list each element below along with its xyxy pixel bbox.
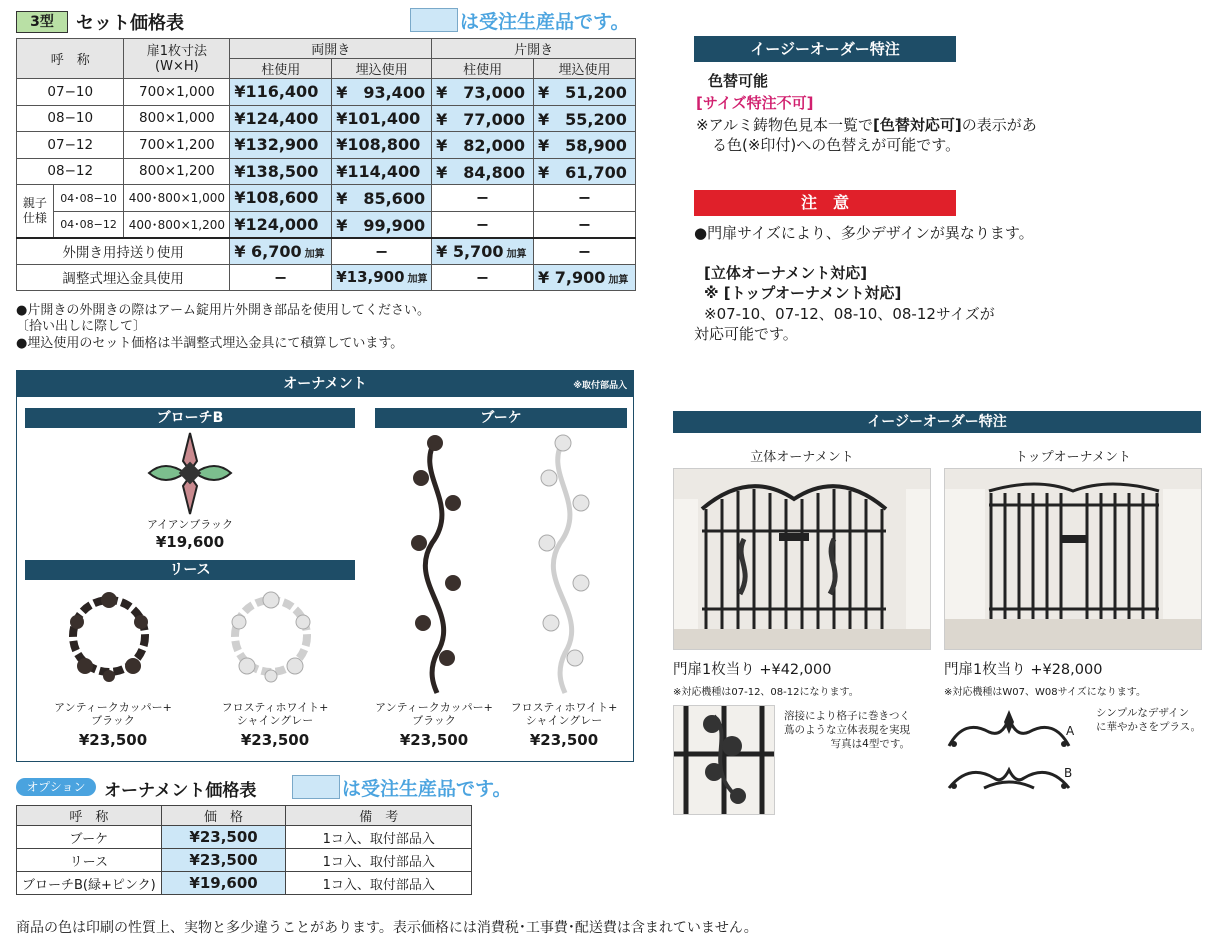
brooch-title: ブローチB [25,408,355,428]
wreath-white-price: ¥23,500 [240,731,310,749]
option-header-price: 価 格 [161,806,286,826]
header-double-embed: 埋込使用 [332,59,432,79]
bouquet-dark-image [407,433,467,695]
wreath-dark-image [59,586,159,686]
top-ornament-detail-text: シンプルなデザイン に華やかさをプラス。 [1096,707,1201,733]
ornament-support-title: [立体オーナメント対応] [704,264,868,282]
header-size: 扉1枚寸法 (W×H) [124,39,230,79]
brooch-price: ¥19,600 [155,533,225,551]
ivy-detail-photo [673,705,775,815]
option-header-note: 備 考 [286,806,472,826]
table-row: 08−10 800×1,000 ¥124,400 ¥101,400 ¥ 77,000 ¥ 55,200 [17,105,636,132]
note-1: ●片開きの外開きの際はアーム錠用片外開き部品を使用してください。 [16,303,430,318]
easy-panel-bar: イージーオーダー特注 [673,411,1201,433]
option-legend-swatch [292,775,340,799]
easy-order-desc-1: ※アルミ鋳物色見本一覧で[色替対応可]の表示があ [696,116,1037,134]
oyako-label: 親子仕様 [17,185,54,238]
wreath-dark-price: ¥23,500 [78,731,148,749]
legend-text: は受注生産品です。 [460,11,630,33]
ornament-head-note: ※取付部品入 [573,381,627,391]
table-row: 親子仕様 04･08−10 400･800×1,000 ¥108,600 ¥ 85,600 − − [17,185,636,212]
header-name: 呼 称 [17,39,124,79]
option-price-table [16,805,472,895]
gate-photo-3d-ornament [673,468,931,650]
header-single: 片開き [432,39,636,59]
table-row: 07−10 700×1,000 ¥116,400 ¥ 93,400 ¥ 73,000 ¥ 51,200 [17,79,636,106]
set-price-table [16,38,636,291]
ornament-head: オーナメント [17,371,633,397]
option-title: オーナメント価格表 [104,781,257,801]
wreath-white-image [221,586,321,686]
right-gate-note: ※対応機種はW07、W08サイズになります。 [944,687,1147,698]
note-3: ●埋込使用のセット価格は半調整式埋込金具にて積算しています。 [16,336,404,351]
top-ornament-b-image [944,758,1074,796]
caution-bar: 注 意 [694,190,956,216]
label-b: B [1064,766,1073,780]
caution-line: ●門扉サイズにより、多少デザインが異なります。 [694,224,1034,242]
label-a: A [1066,724,1075,738]
easy-order-desc-2: る色(※印付)への色替えが可能です。 [712,136,961,154]
wreath-title: リース [25,560,355,580]
brooch-image [145,431,235,516]
header-single-pillar: 柱使用 [432,59,534,79]
bouquet-dark-caption: アンティークカッパー+ ブラック [375,701,493,727]
right-gate-price: 門扉1枚当り +¥28,000 [944,662,1103,678]
bouquet-dark-price: ¥23,500 [399,731,469,749]
color-change-title: 色替可能 [708,72,769,90]
option-badge: オプション [16,778,96,796]
bouquet-title: ブーケ [375,408,627,428]
header-double-pillar: 柱使用 [230,59,332,79]
gate-photo-top-ornament [944,468,1202,650]
bouquet-white-image [535,433,595,695]
right-gate-title: トップオーナメント [1015,450,1131,465]
legend-swatch [410,8,458,32]
brooch-caption: アイアンブラック [146,518,234,531]
sizes-line-2: 対応可能です。 [694,325,798,343]
wreath-dark-caption: アンティークカッパー+ ブラック [54,701,172,727]
left-gate-price: 門扉1枚当り +¥42,000 [673,662,832,678]
top-ornament-a-image [944,708,1074,752]
option-header-name: 呼 称 [17,806,162,826]
footer-note: 商品の色は印刷の性質上、実物と多少違うことがあります。表示価格には消費税･工事費･配送費は含まれていません。 [16,920,758,936]
table-row: 08−12 800×1,200 ¥138,500 ¥114,400 ¥ 84,800 ¥ 61,700 [17,158,636,185]
header-double: 両開き [230,39,432,59]
ornament-panel [16,370,634,762]
header-single-embed: 埋込使用 [534,59,636,79]
table-row: 調整式埋込金具使用 − ¥13,900 加算 − ¥ 7,900 加算 [17,264,636,291]
price-table-title: セット価格表 [76,13,184,34]
ivy-detail-text: 溶接により格子に巻きつく 蔦のような立体表現を実現 写真は4型です。 [784,710,910,750]
easy-order-bar: イージーオーダー特注 [694,36,956,62]
table-row: 外開き用持送り使用 ¥ 6,700 加算 − ¥ 5,700 加算 − [17,238,636,265]
size-note: [サイズ特注不可] [696,94,814,112]
left-gate-note: ※対応機種は07-12、08-12になります。 [673,687,859,698]
table-row: ブーケ ¥23,500 1コ入、取付部品入 [17,826,472,849]
bouquet-white-caption: フロスティホワイト+ シャイングレー [510,701,618,727]
type-badge: 3型 [16,11,68,33]
note-2: 〔拾い出しに際して〕 [16,319,147,334]
left-gate-title: 立体オーナメント [750,450,854,465]
table-row: 07−12 700×1,200 ¥132,900 ¥108,800 ¥ 82,000 ¥ 58,900 [17,132,636,159]
option-legend-text: は受注生産品です。 [342,778,512,800]
bouquet-white-price: ¥23,500 [529,731,599,749]
table-row: 04･08−12 400･800×1,200 ¥124,000 ¥ 99,900 − − [17,211,636,238]
wreath-white-caption: フロスティホワイト+ シャイングレー [221,701,329,727]
sizes-line-1: ※07-10、07-12、08-10、08-12サイズが [704,305,995,323]
table-row: ブローチB(緑+ピンク) ¥19,600 1コ入、取付部品入 [17,872,472,895]
table-row: リース ¥23,500 1コ入、取付部品入 [17,849,472,872]
top-ornament-title: ※ [トップオーナメント対応] [704,284,902,302]
